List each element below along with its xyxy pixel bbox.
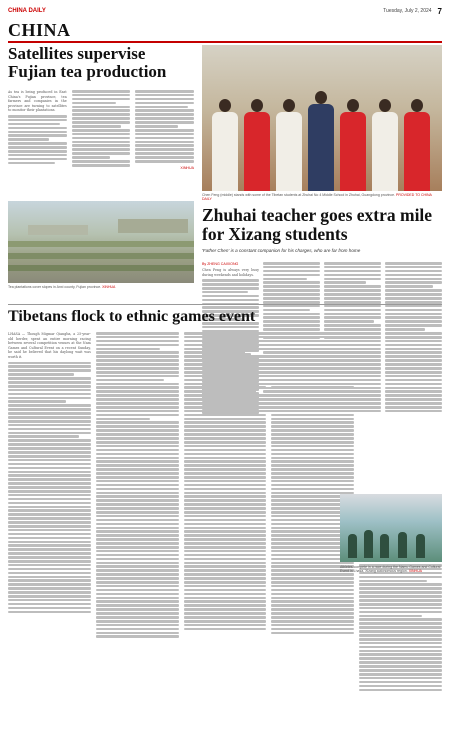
main-story-lead: Chen Feng is always very busy during weekends and holidays. — [202, 268, 259, 277]
text-lines — [8, 115, 67, 164]
text-lines — [135, 90, 194, 163]
tea-plantation-photo — [8, 201, 194, 283]
left-story-headline[interactable]: Satellites supervise Fujian tea production — [8, 44, 167, 81]
left-story — [8, 45, 194, 81]
paper-logo: CHINA DAILY — [8, 8, 46, 14]
issue-date: Tuesday, July 2, 2024 — [383, 8, 432, 14]
masthead — [8, 6, 442, 16]
bottom-story-lead: LHASA — Though Migmar Qiangba, a 25-year-old herder, spent an entire morning racing between several competition venues at the Nam Games and Cultural Event on a recent Sunday, he said he believed that his daylong wait was worth it. — [8, 332, 91, 359]
text-lines — [96, 332, 179, 638]
text-lines — [359, 564, 442, 691]
students-photo — [202, 45, 442, 191]
games-photo-caption: Athletes compete in a race during the Namu Games and Cultural Event in Lhasa, Xizang autonomous region. XINHUA — [340, 565, 441, 574]
section-rule — [8, 41, 442, 43]
games-photo — [340, 494, 442, 562]
main-story-byline: By ZHENG CAIXIONG — [202, 262, 239, 266]
page-number: 7 — [437, 6, 442, 16]
text-lines — [72, 90, 131, 167]
bottom-story-headline[interactable]: Tibetans flock to ethnic games event — [8, 308, 256, 325]
main-story-headline[interactable]: Zhuhai teacher goes extra mile for Xizang students — [202, 205, 433, 244]
left-story-lead: As tea is being produced in East China's Fujian province, tea farmers and companies in the province are turning to satellites to monitor their plantations. — [8, 90, 67, 113]
left-story-byline: XINHUA — [180, 165, 195, 170]
text-lines — [8, 362, 91, 614]
story-divider — [8, 304, 442, 305]
students-photo-caption: Chen Feng (middle) stands with some of the Tibetan students at Zhuhai No 4 Middle School in Zhuhai, Guangdong province. PROVIDED TO CHINA DAILY — [202, 193, 432, 202]
left-story-body — [8, 90, 194, 182]
tea-photo-caption: Tea plantations cover slopes in Anxi county, Fujian province. XINHUA — [8, 285, 116, 289]
main-story-subhead: 'Father Chen' is a constant companion for his charges, who are far from home — [202, 248, 361, 253]
text-lines — [184, 332, 267, 630]
section-title: CHINA — [8, 20, 71, 40]
text-lines — [271, 332, 354, 634]
